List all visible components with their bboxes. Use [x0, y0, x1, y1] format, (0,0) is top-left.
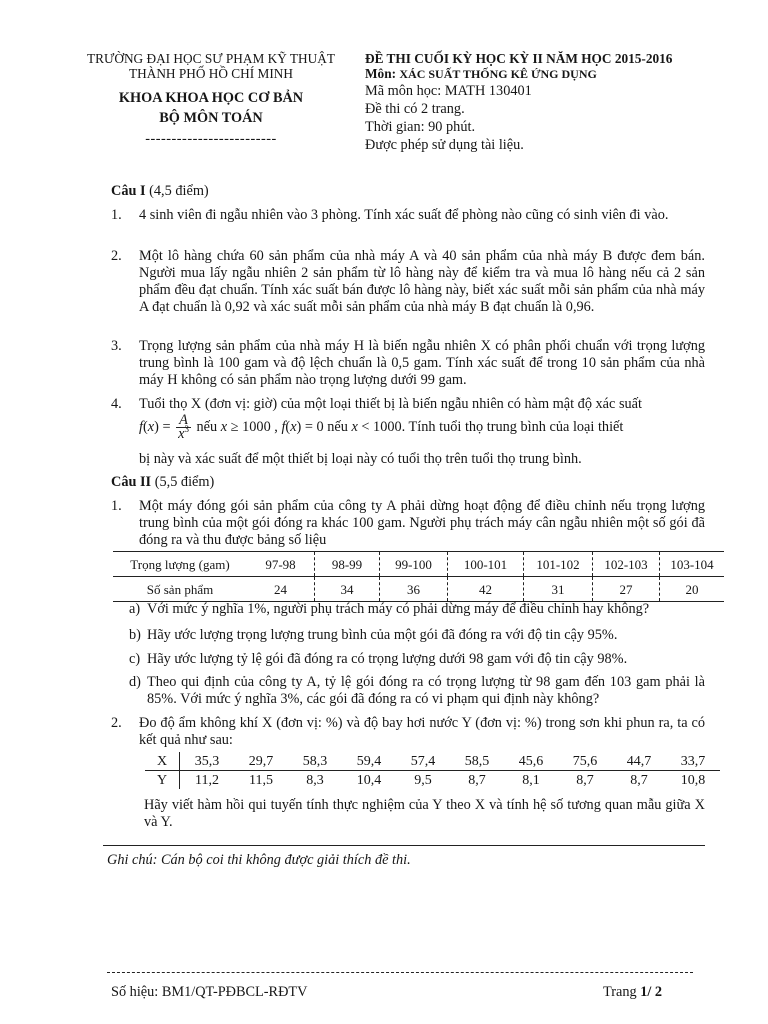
question-text: Hãy ước lượng trọng lượng trung bình của một gói đã đóng ra với độ tin cậy 95%.	[147, 627, 618, 643]
table-row: Y 11,2 11,5 8,3 10,4 9,5 8,7 8,1 8,7 8,7 10,8	[145, 771, 720, 790]
question-1-2: 2. Một lô hàng chứa 60 sản phẩm của nhà máy A và 40 sản phẩm của nhà máy B được đem bán. Người mua lấy ngẫu nhiên 2 sản phẩm từ lô hàng này để kiểm tra và mua lô hàng nếu cả 2 sản phẩm đều đạt chuẩn. Tính xác suất bán được lô hàng này, biết xác suất mỗi sản phẩm của nhà máy A đạt chuẩn là 0,92 và xác suất mỗi sản phẩm của nhà máy B đạt chuẩn là 0,96.	[111, 248, 705, 315]
question-2-1-b: b) Hãy ước lượng trọng lượng trung bình của một gói đã đóng ra với độ tin cậy 95%.	[129, 627, 705, 644]
page-number: Trang 1/ 2	[603, 984, 663, 1000]
question-text-line1: Tuổi thọ X (đơn vị: giờ) của một loại thiết bị là biến ngẫu nhiên có hàm mật độ xác suất	[139, 396, 642, 412]
subject-label: Môn:	[365, 66, 397, 81]
duration: Thời gian: 90 phút.	[365, 119, 476, 135]
subject-name: XÁC SUẤT THỐNG KÊ ỨNG DỤNG	[399, 67, 597, 81]
document-code: Số hiệu: BM1/QT-PĐBCL-RĐTV	[111, 984, 308, 1000]
section-1-heading	[111, 183, 209, 200]
school-name-line2: THÀNH PHỐ HỒ CHÍ MINH	[129, 66, 293, 81]
section-1-title: Câu I	[111, 183, 146, 199]
question-2-1-c: c) Hãy ước lượng tỷ lệ gói đã đóng ra có trọng lượng dưới 98 gam với độ tin cậy 98%.	[129, 651, 705, 668]
question-2-2-task: Hãy viết hàm hồi qui tuyến tính thực nghiệm của Y theo X và tính hệ số tương quan mẫu giữa X và Y.	[144, 797, 705, 830]
question-text: 4 sinh viên đi ngẫu nhiên vào 3 phòng. Tính xác suất để phòng nào cũng có sinh viên đi vào.	[139, 207, 669, 223]
question-1-3: 3. Trọng lượng sản phẩm của nhà máy H là biến ngẫu nhiên X có phân phối chuẩn với trọng lượng trung bình là 100 gam và độ lệch chuẩn là 0,5 gam. Tính xác suất để trong 10 sản phẩm của nhà máy H không có sản phẩm nào trọng lượng dưới 99 gam.	[111, 338, 705, 388]
question-2-1-a: a) Với mức ý nghĩa 1%, người phụ trách máy có phải dừng máy để điều chỉnh hay không?	[129, 601, 705, 618]
school-name-line1: TRƯỜNG ĐẠI HỌC SƯ PHẠM KỸ THUẬT	[87, 51, 335, 66]
question-2-1-d: d) Theo qui định của công ty A, tỷ lệ gói đóng ra có trọng lượng từ 98 gam đến 103 gam phải là 85%. Với mức ý nghĩa 3%, các gói đã đóng ra có vi phạm qui định này không?	[129, 674, 705, 707]
question-text: Với mức ý nghĩa 1%, người phụ trách máy có phải dừng máy để điều chỉnh hay không?	[147, 601, 650, 617]
question-text: Một lô hàng chứa 60 sản phẩm của nhà máy A và 40 sản phẩm của nhà máy B được đem bán. Người mua lấy ngẫu nhiên 2 sản phẩm từ lô hàng này để kiểm tra và mua lô hàng nếu cả 2 sản phẩm đều đạt chuẩn. Tính xác suất bán được lô hàng này, biết xác suất mỗi sản phẩm của nhà máy A đạt chuẩn là 0,92 và xác suất mỗi sản phẩm của nhà máy B đạt chuẩn là 0,96.	[139, 248, 705, 315]
table-row: Số sản phẩm 24 34 36 42 31 27 20	[113, 577, 724, 602]
faculty-name: KHOA KHOA HỌC CƠ BẢN	[118, 90, 304, 106]
footer-divider	[107, 972, 693, 973]
table-row: Trọng lượng (gam) 97-98 98-99 99-100 100-101 101-102 102-103 103-104	[113, 552, 724, 577]
humidity-evaporation-table	[145, 752, 720, 789]
x-label: X	[145, 752, 180, 771]
course-code: Mã môn học: MATH 130401	[365, 83, 532, 99]
exam-title: ĐỀ THI CUỐI KỲ HỌC KỲ II NĂM HỌC 2015-2016	[365, 51, 673, 66]
question-1-4: 4. Tuổi thọ X (đơn vị: giờ) của một loại thiết bị là biến ngẫu nhiên có hàm mật độ xác suất	[111, 396, 705, 413]
table-header-weight: Trọng lượng (gam)	[113, 552, 247, 577]
question-text: Đo độ ẩm không khí X (đơn vị: %) và độ bay hơi nước Y (đơn vị: %) trong sơn khi phun ra, ta có kết quả như sau:	[139, 715, 705, 748]
section-1-points: (4,5 điểm)	[149, 183, 209, 199]
question-text: Trọng lượng sản phẩm của nhà máy H là biến ngẫu nhiên X có phân phối chuẩn với trọng lượng trung bình là 100 gam và độ lệch chuẩn là 0,5 gam. Tính xác suất để trong 10 sản phẩm của nhà máy H không có sản phẩm nào trọng lượng dưới 99 gam.	[139, 338, 705, 388]
question-2-2: 2. Đo độ ẩm không khí X (đơn vị: %) và độ bay hơi nước Y (đơn vị: %) trong sơn khi phun ra, ta có kết quả như sau:	[111, 715, 705, 748]
table-header-count: Số sản phẩm	[113, 577, 247, 602]
question-text: Theo qui định của công ty A, tỷ lệ gói đóng ra có trọng lượng từ 98 gam đến 103 gam phải là 85%. Với mức ý nghĩa 3%, các gói đã đóng ra có vi phạm qui định này không?	[147, 674, 705, 707]
department-name: BỘ MÔN TOÁN	[159, 110, 263, 126]
exam-info	[365, 51, 735, 154]
question-text: Một máy đóng gói sản phẩm của công ty A phải dừng hoạt động để điều chỉnh nếu trọng lượng trung bình của một gói đóng ra khác 100 gam. Người phụ trách máy cân ngẫu nhiên một số gói đã đóng ra và thu được bảng số liệu	[139, 498, 705, 548]
y-label: Y	[145, 771, 180, 790]
table-row: X 35,3 29,7 58,3 59,4 57,4 58,5 45,6 75,6 44,7 33,7	[145, 752, 720, 771]
page-count: Đề thi có 2 trang.	[365, 101, 465, 117]
exam-note: Ghi chú: Cán bộ coi thi không được giải thích đề thi.	[107, 852, 411, 868]
density-formula: f(x) = $\frac{A}{x^3}$ nếu x ≥ 1000 , f(x) = 0 nếu x < 1000. Tính tuổi thọ trung bình của loại thiết	[139, 412, 624, 442]
weight-frequency-table	[113, 551, 724, 602]
section-2-title: Câu II	[111, 474, 152, 490]
question-1-1: 1. 4 sinh viên đi ngẫu nhiên vào 3 phòng. Tính xác suất để phòng nào cũng có sinh viên đi vào.	[111, 207, 705, 224]
question-text: Hãy ước lượng tỷ lệ gói đã đóng ra có trọng lượng dưới 98 gam với độ tin cậy 98%.	[147, 651, 628, 667]
school-header	[70, 51, 352, 148]
question-2-1: 1. Một máy đóng gói sản phẩm của công ty A phải dừng hoạt động để điều chỉnh nếu trọng lượng trung bình của một gói đóng ra khác 100 gam. Người phụ trách máy cân ngẫu nhiên một số gói đã đóng ra và thu được bảng số liệu	[111, 498, 705, 548]
section-2-points: (5,5 điểm)	[154, 474, 215, 490]
section-2-heading	[111, 474, 214, 491]
materials-policy: Được phép sử dụng tài liệu.	[365, 137, 524, 153]
question-text-line3: bị này và xác suất để một thiết bị loại này có tuổi thọ trên tuổi thọ trung bình.	[139, 451, 582, 467]
note-divider	[103, 845, 705, 846]
header-separator: -------------------------	[145, 131, 277, 147]
